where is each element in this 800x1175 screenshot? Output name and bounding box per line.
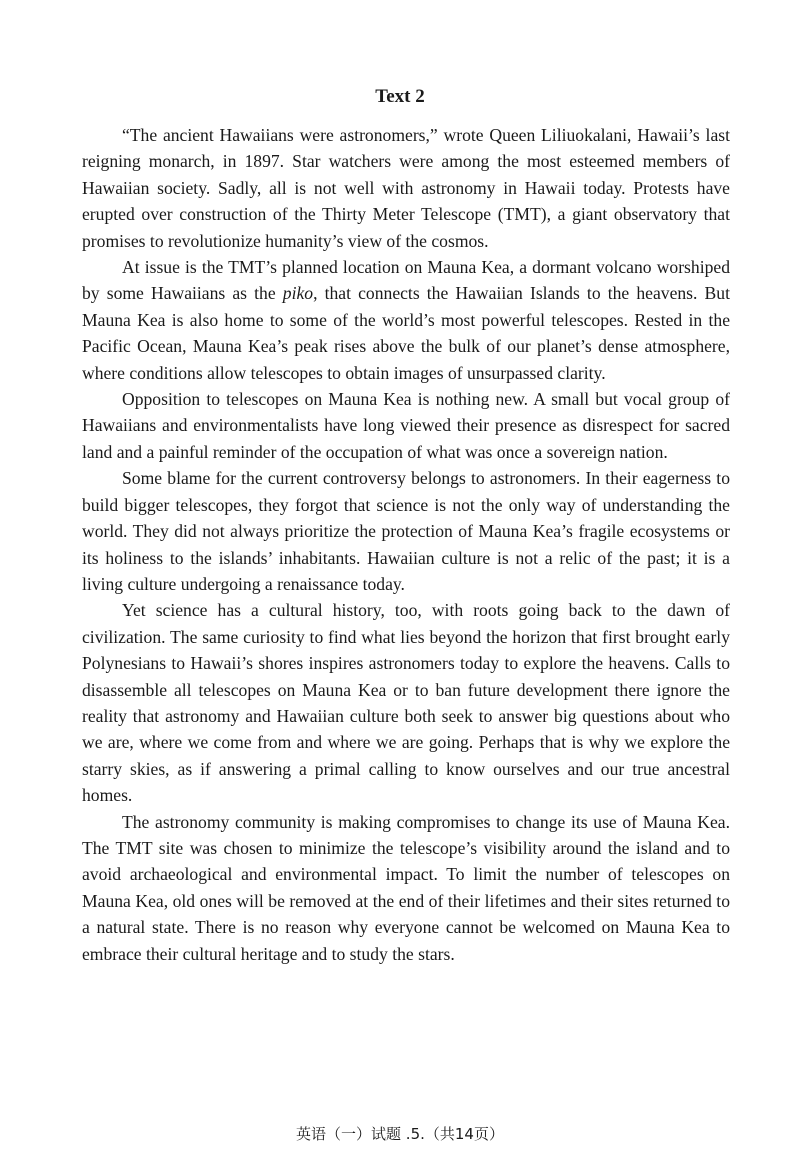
paragraph-3: Opposition to telescopes on Mauna Kea is nothing new. A small but vocal group of Hawaiians and environmentalists have long viewed their presence as disrespect for sacred land and a painful reminder of the occupation of what was once a sovereign nation. — [82, 389, 730, 462]
passage-body — [82, 122, 730, 967]
paragraph-2-italic-word: piko — [282, 283, 314, 304]
paragraph-2-part-1: At issue is the TMT’s planned location on Mauna Kea, a dormant volcano worshiped by some Hawaiians as the — [82, 257, 730, 304]
paragraph-1: “The ancient Hawaiians were astronomers,” wrote Queen Liliuokalani, Hawaii’s last reigning monarch, in 1897. Star watchers were among the most esteemed members of Hawaiian society. Sadly, all is not well with astronomy in Hawaii today. Protests have erupted over construction of the Thirty Meter Telescope (TMT), a giant observatory that promises to revolutionize humanity’s view of the cosmos. — [82, 125, 730, 251]
paragraph-5: Yet science has a cultural history, too, with roots going back to the dawn of civilization. The same curiosity to find what lies beyond the horizon that first brought early Polynesians to Hawaii’s shores inspires astronomers today to explore the heavens. Calls to disassemble all telescopes on Mauna Kea or to ban future development there ignore the reality that astronomy and Hawaiian culture both seek to answer big questions about who we are, where we come from and where we are going. Perhaps that is why we explore the starry skies, as if answering a primal calling to know ourselves and our true ancestral homes. — [82, 600, 730, 806]
paragraph-2 — [82, 254, 730, 386]
paragraph-6: The astronomy community is making compromises to change its use of Mauna Kea. The TMT site was chosen to minimize the telescope’s visibility around the island and to avoid archaeological and environmental impact. To limit the number of telescopes on Mauna Kea, old ones will be removed at the end of their lifetimes and their sites returned to a natural state. There is no reason why everyone cannot be welcomed on Mauna Kea to embrace their cultural heritage and to study the stars. — [82, 811, 730, 964]
paragraph-4: Some blame for the current controversy belongs to astronomers. In their eagerness to build bigger telescopes, they forgot that science is not the only way of understanding the world. They did not always prioritize the protection of Mauna Kea’s fragile ecosystems or its holiness to the islands’ inhabitants. Hawaiian culture is not a relic of the past; it is a living culture undergoing a renaissance today. — [82, 468, 730, 594]
page-footer: 英语（一）试题 .5.（共14页） — [296, 1125, 504, 1143]
paragraph-2-part-2: , that connects the Hawaiian Islands to the heavens. But Mauna Kea is also home to some of the world’s most powerful telescopes. Rested in the Pacific Ocean, Mauna Kea’s peak rises above the bulk of our planet’s dense atmosphere, where conditions allow telescopes to obtain images of unsurpassed clarity. — [82, 283, 730, 383]
section-title: Text 2 — [375, 86, 425, 107]
